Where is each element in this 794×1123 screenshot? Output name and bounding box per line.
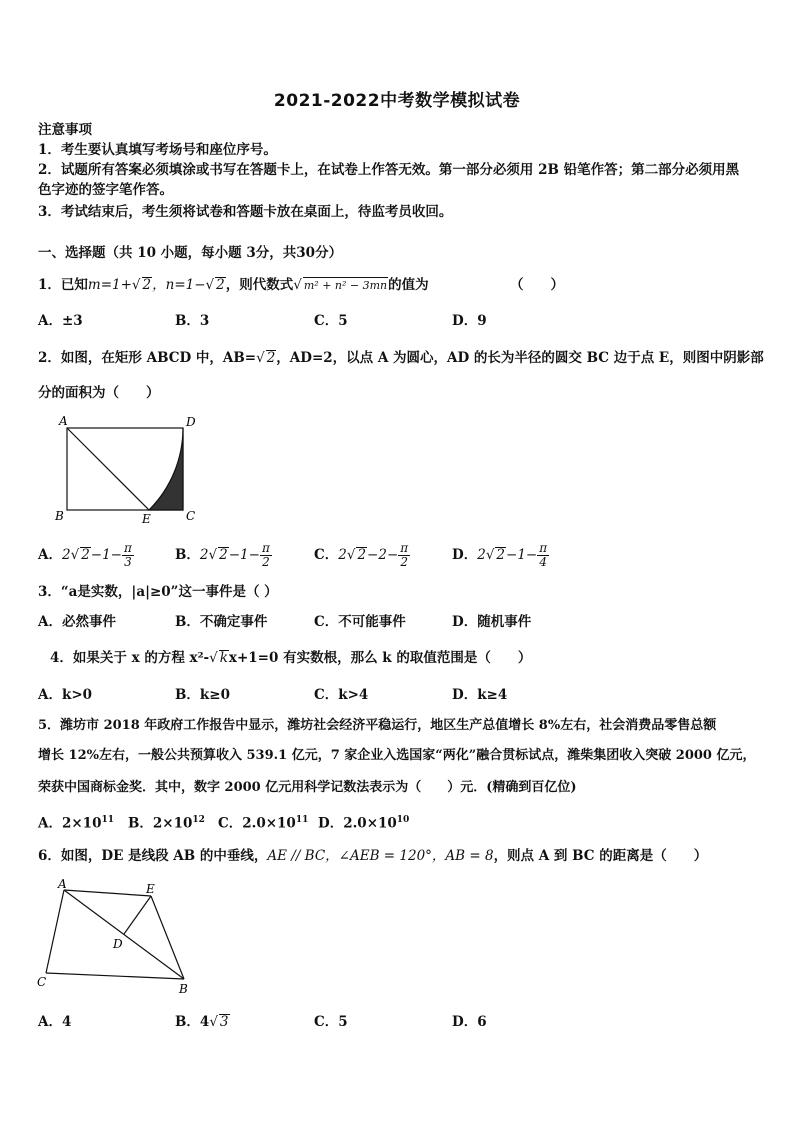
q2-sqrt2: 2 xyxy=(266,350,276,366)
q1-mid: ，则代数式 xyxy=(225,277,294,293)
q2-text-a: 2．如图，在矩形 ABCD 中，AB= xyxy=(38,350,257,366)
q1-n-eq: ，n=1− xyxy=(152,277,206,293)
notice-item-3: 3．考试结束后，考生须将试卷和答题卡放在桌面上，待监考员收回。 xyxy=(38,204,453,220)
q5-option-c: C．$2.0\times 10^{11}$ xyxy=(218,815,309,832)
q1-expression: m² + n² − 3mn xyxy=(303,279,388,292)
q6-figure xyxy=(34,876,199,996)
q6-label-d: D xyxy=(113,937,123,951)
q2-option-a: A．2√ 2−1− $\frac{\pi}{3}$ xyxy=(38,541,132,569)
question-2-cont: 分的面积为（ ） xyxy=(38,385,160,401)
notice-item-1: 1．考生要认真填写考场号和座位序号。 xyxy=(38,142,277,158)
notice-item-2: 2．试题所有答案必须填涂或书写在答题卡上，在试卷上作答无效。第一部分必须用 2B 铅笔作答；第二部分必须用黑 xyxy=(38,162,740,178)
page-title: 2021-2022中考数学模拟试卷 xyxy=(273,91,521,111)
question-4: 4．如果关于 x 的方程 x²-√ kx+1=0 有实数根，那么 k 的取值范围是（ ） xyxy=(50,650,532,666)
q6-option-c: C．5 xyxy=(314,1014,348,1030)
section-heading: 一、选择题（共 10 小题，每小题 3分，共30分） xyxy=(38,245,343,261)
q3-option-c: C．不可能事件 xyxy=(314,614,406,630)
q6-condition: AE // BC，∠AEB = 120°，AB = 8 xyxy=(267,848,494,864)
question-5-line-1: 5．潍坊市 2018 年政府工作报告中显示，潍坊社会经济平稳运行，地区生产总值增长 8%左右，社会消费品零售总额 xyxy=(38,718,717,733)
question-2: 2．如图，在矩形 ABCD 中，AB=√ 2，AD=2，以点 A 为圆心，AD 的长为半径的圆交 BC 边于点 E，则图中阴影部 xyxy=(38,350,764,366)
q6-option-d: D．6 xyxy=(452,1014,487,1030)
q2-option-d: D．2√ 2−1− $\frac{\pi}{4}$ xyxy=(452,541,548,569)
q1-option-d: D．9 xyxy=(452,313,487,329)
question-3: 3．“a是实数，|a|≥0”这一事件是（ ） xyxy=(38,584,278,600)
q1-suffix: 的值为 xyxy=(388,277,429,293)
q1-prefix: 1．已知 xyxy=(38,277,88,293)
q2-text-b: ，AD=2，以点 A 为圆心，AD 的长为半径的圆交 BC 边于点 E，则图中阴影部 xyxy=(276,350,764,366)
q6-label-e: E xyxy=(146,882,155,896)
q1-sqrt2-a: 2 xyxy=(142,277,152,293)
q3-option-b: B．不确定事件 xyxy=(175,614,268,630)
q4-option-a: A．k>0 xyxy=(38,687,93,703)
q4-option-b: B．k≥0 xyxy=(175,687,230,703)
question-5-line-3: 荣获中国商标金奖．其中，数字 2000 亿元用科学记数法表示为（ ）元．(精确到百亿位) xyxy=(38,780,577,795)
q1-sqrt2-b: 2 xyxy=(216,277,225,293)
q5-option-d: D．$2.0\times 10^{10}$ xyxy=(318,815,410,832)
q1-option-c: C．5 xyxy=(314,313,348,329)
q2-option-c: C．2√ 2−2− $\frac{\pi}{2}$ xyxy=(314,541,409,569)
q3-option-a: A．必然事件 xyxy=(38,614,116,630)
question-1: 1．已知m=1+√ 2，n=1−√ 2，则代数式√ m² + n² − 3mn的值为 xyxy=(38,277,429,293)
q1-answer-paren: （ ） xyxy=(510,277,564,293)
q2-label-b: B xyxy=(55,509,64,523)
q1-option-a: A．±3 xyxy=(38,313,83,329)
q6-option-b: B．4√ 3 xyxy=(175,1014,229,1030)
q3-option-d: D．随机事件 xyxy=(452,614,532,630)
q2-option-b: B．2√ 2−1− $\frac{\pi}{2}$ xyxy=(175,541,270,569)
notice-heading: 注意事项 xyxy=(38,122,92,138)
q4-option-d: D．k≥4 xyxy=(452,687,508,703)
question-6: 6．如图，DE 是线段 AB 的中垂线，AE // BC，∠AEB = 120°，AB = 8，则点 A 到 BC 的距离是（ ） xyxy=(38,848,708,864)
question-5-line-2: 增长 12%左右，一般公共预算收入 539.1 亿元，7 家企业入选国家“两化”融合贯标试点，潍柴集团收入突破 2000 亿元， xyxy=(38,748,756,763)
q6-option-a: A．4 xyxy=(38,1014,72,1030)
q4-option-c: C．k>4 xyxy=(314,687,369,703)
q1-m-eq: m=1+ xyxy=(87,277,132,293)
q4-sqrt-k: k xyxy=(219,650,228,666)
q2-figure xyxy=(50,412,210,530)
notice-item-2-cont: 色字迹的签字笔作答。 xyxy=(38,182,173,198)
q2-label-e: E xyxy=(142,512,151,526)
q6-label-c: C xyxy=(37,975,47,989)
q6-label-b: B xyxy=(179,982,188,996)
q5-option-b: B．$2\times 10^{12}$ xyxy=(128,815,205,832)
q1-option-b: B．3 xyxy=(175,313,210,329)
q2-label-d: D xyxy=(186,415,196,429)
q2-label-a: A xyxy=(59,414,68,428)
q6-label-a: A xyxy=(58,877,67,891)
q5-option-a: A．$2\times 10^{11}$ xyxy=(38,815,114,832)
q2-label-c: C xyxy=(186,509,196,523)
